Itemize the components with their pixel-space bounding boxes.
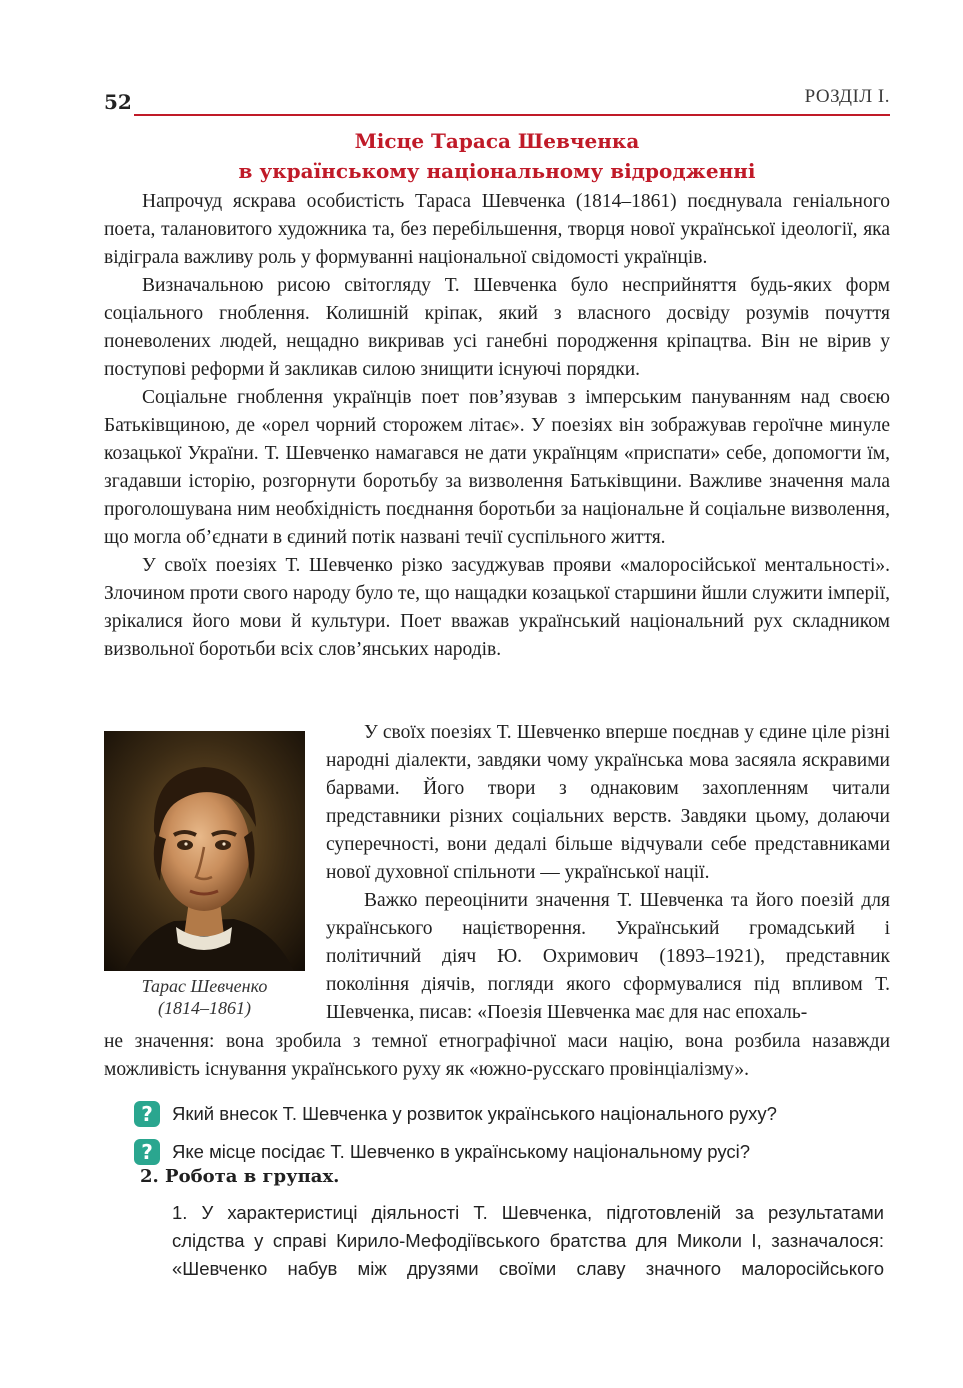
question-item <box>134 1095 890 1133</box>
task-text <box>172 1199 884 1283</box>
question-list <box>134 1095 890 1171</box>
task-line: «Шевченко набув між друзями своїми славу значного малоросійського <box>172 1258 884 1279</box>
question-icon: ? <box>134 1139 160 1165</box>
caption-years: (1814–1861) <box>158 998 251 1018</box>
paragraph: не значення: вона зробила з темної етнографічної маси націю, вона розбила назавжди можливість існування українського руху як «южно-русскаго провінціалізму». <box>104 1031 890 1080</box>
paragraph: У своїх поезіях Т. Шевченко різко засуджував прояви «малоросійської ментальності». Злочином проти свого народу було те, що нащадки козацької старшини йшли служити імперії, зрікалися його мови й культури. Поет вважав український національний рух складником визвольної боротьби всіх слов’янських народів. <box>104 555 890 660</box>
paragraph: Важко переоцінити значення Т. Шевченка та його поезій для українського націєтворення. Український громадський і політичний діяч Ю. Охримович (1893–1921), представник покоління діячів, погляди якого сформувалися під впливом Т. Шевченка, писав: «Поезія Шевченка має для нас епохаль- <box>326 890 890 1023</box>
paragraph: Визначальною рисою світогляду Т. Шевченка було несприйняття будь-яких форм соціального гноблення. Колишній кріпак, який з власного досвіду розумів почуття поневолених людей, нещадно викривав усі ганебні породження кріпацтва. Він не вірив у поступові реформи й закликав силою знищити існуючі порядки. <box>104 275 890 380</box>
section-title <box>104 126 890 186</box>
title-line-2: в українському національному відродженні <box>238 159 756 183</box>
task-heading: 2. Робота в групах. <box>140 1166 340 1187</box>
caption-name: Тарас Шевченко <box>141 976 268 996</box>
portrait-image <box>104 731 305 971</box>
paragraph: У своїх поезіях Т. Шевченко вперше поєднав у єдине ціле різні народні діалекти, завдяки чому українська мова засяяла яскравими барвами. Його твори з однаковим захопленням читали представники різних соціальних верств. Завдяки цьому, долаючи суперечності, вони дедалі більше відчували себе представниками нової духовної спільноти — української нації. <box>326 722 890 883</box>
body-text-beside-image <box>326 719 890 1027</box>
body-text-bottom <box>104 1028 890 1084</box>
task-line: слідства у справі Кирило-Мефодіївського братства для Миколи І, зазначалося: <box>172 1230 884 1251</box>
question-text: Який внесок Т. Шевченка у розвиток українського національного руху? <box>172 1103 777 1124</box>
body-text-top <box>104 188 890 664</box>
paragraph: Соціальне гноблення українців поет пов’язував з імперським пануванням над своєю Батьківщиною, де «орел чорний сторожем літає». У поезіях він зображував героїчне минуле козацької України. Т. Шевченко намагався не дати українцям «приспати» себе, допомогти їм, згадавши історію, розгорнути боротьбу за визволення Батьківщини. Важливе значення мала проголошувана ним необхідність поєднання боротьби за національне й соціальне визволення, що могла об’єднати в єдиний потік названі течії суспільного життя. <box>104 387 890 548</box>
portrait-caption <box>104 975 305 1019</box>
section-label: РОЗДІЛ І. <box>804 86 890 107</box>
header-rule <box>134 114 890 116</box>
page-header <box>104 84 890 118</box>
question-icon: ? <box>134 1101 160 1127</box>
task-line: 1. У характеристиці діяльності Т. Шевченка, підготовленій за результатами <box>172 1202 884 1223</box>
question-text: Яке місце посідає Т. Шевченко в українському національному русі? <box>172 1141 751 1162</box>
title-line-1: Місце Тараса Шевченка <box>354 129 640 153</box>
paragraph: Напрочуд яскрава особистість Тараса Шевченка (1814–1861) поєднувала геніального поета, талановитого художника та, без перебільшення, творця нової української ідеології, яка відіграла важливу роль у формуванні національної свідомості українців. <box>104 191 890 268</box>
portrait-figure <box>104 731 305 1019</box>
page-number: 52 <box>104 90 132 114</box>
